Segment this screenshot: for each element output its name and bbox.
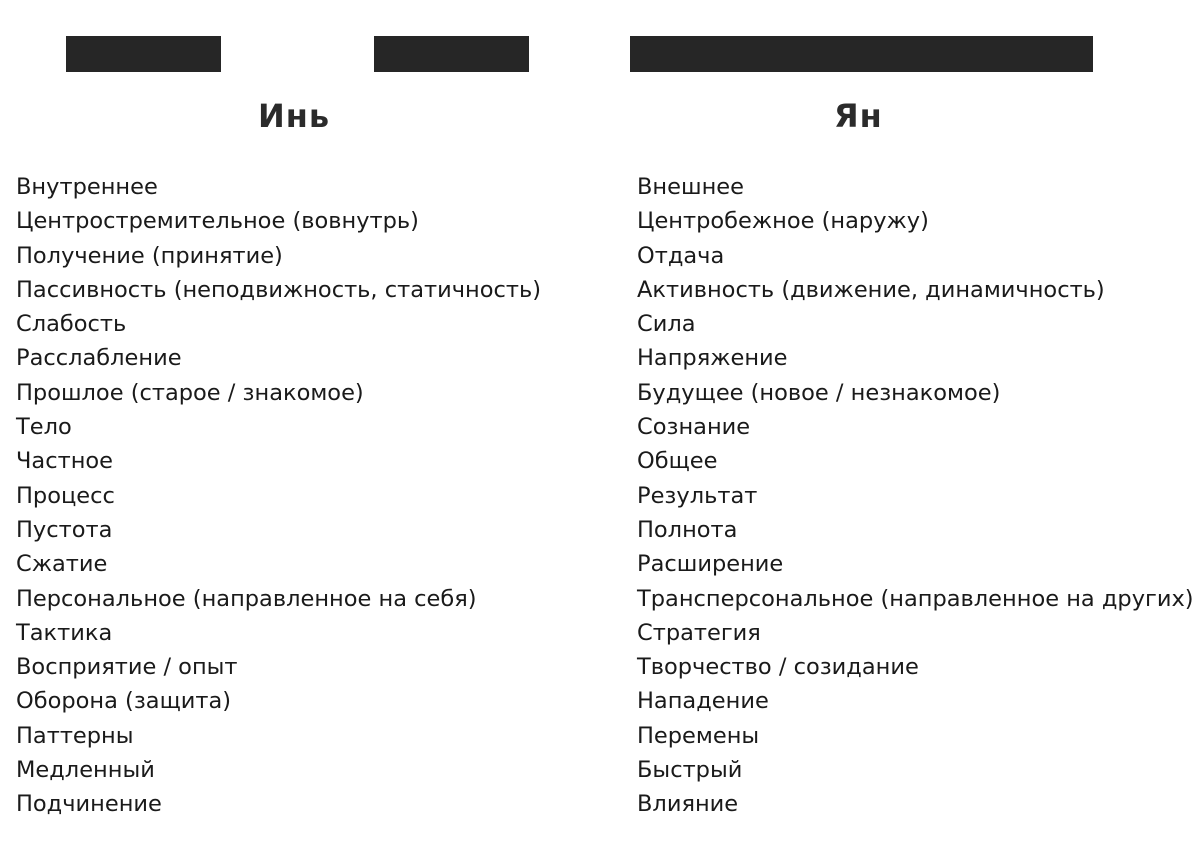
yang-heading: Ян: [834, 97, 883, 135]
list-item: Результат: [637, 482, 758, 509]
yin-heading: Инь: [258, 97, 331, 135]
list-item: Персональное (направленное на себя): [16, 585, 477, 612]
list-item: Пустота: [16, 516, 113, 543]
list-item: Центростремительное (вовнутрь): [16, 208, 419, 235]
list-item: Центробежное (наружу): [637, 208, 929, 235]
list-item: Внешнее: [637, 174, 744, 200]
list-item: Творчество / созидание: [637, 654, 919, 681]
list-item: Влияние: [637, 791, 739, 818]
list-item: Паттерны: [16, 722, 134, 749]
list-item: Медленный: [16, 757, 155, 784]
list-item: Нападение: [637, 688, 769, 715]
list-item: Трансперсональное (направленное на других): [637, 585, 1194, 612]
list-item: Тактика: [16, 619, 113, 646]
list-item: Расширение: [637, 551, 784, 578]
list-item: Стратегия: [637, 619, 761, 646]
list-item: Процесс: [16, 482, 115, 509]
yin-line-segment-left: [66, 36, 221, 72]
list-item: Быстрый: [637, 757, 743, 784]
yin-line-segment-right: [374, 36, 529, 72]
list-item: Расслабление: [16, 345, 182, 372]
list-item: Прошлое (старое / знакомое): [16, 379, 364, 406]
yang-list: [637, 170, 1200, 822]
list-item: Общее: [637, 448, 718, 475]
list-item: Активность (движение, динамичность): [637, 276, 1105, 303]
list-item: Получение (принятие): [16, 242, 283, 269]
list-item: Подчинение: [16, 791, 162, 818]
yang-solid-line: [630, 36, 1093, 72]
list-item: Перемены: [637, 722, 760, 749]
list-item: Сознание: [637, 414, 751, 441]
list-item: Напряжение: [637, 345, 788, 372]
list-item: Сила: [637, 311, 696, 338]
list-item: Отдача: [637, 242, 725, 269]
list-item: Полнота: [637, 516, 738, 543]
list-item: Пассивность (неподвижность, статичность): [16, 276, 542, 303]
list-item: Оборона (защита): [16, 688, 232, 715]
list-item: Будущее (новое / незнакомое): [637, 379, 1001, 406]
list-item: Слабость: [16, 311, 127, 338]
list-item: Восприятие / опыт: [16, 654, 238, 681]
list-item: Частное: [16, 448, 114, 475]
list-item: Внутреннее: [16, 174, 158, 200]
yin-list: [16, 170, 616, 822]
list-item: Тело: [16, 414, 72, 441]
list-item: Сжатие: [16, 551, 108, 578]
